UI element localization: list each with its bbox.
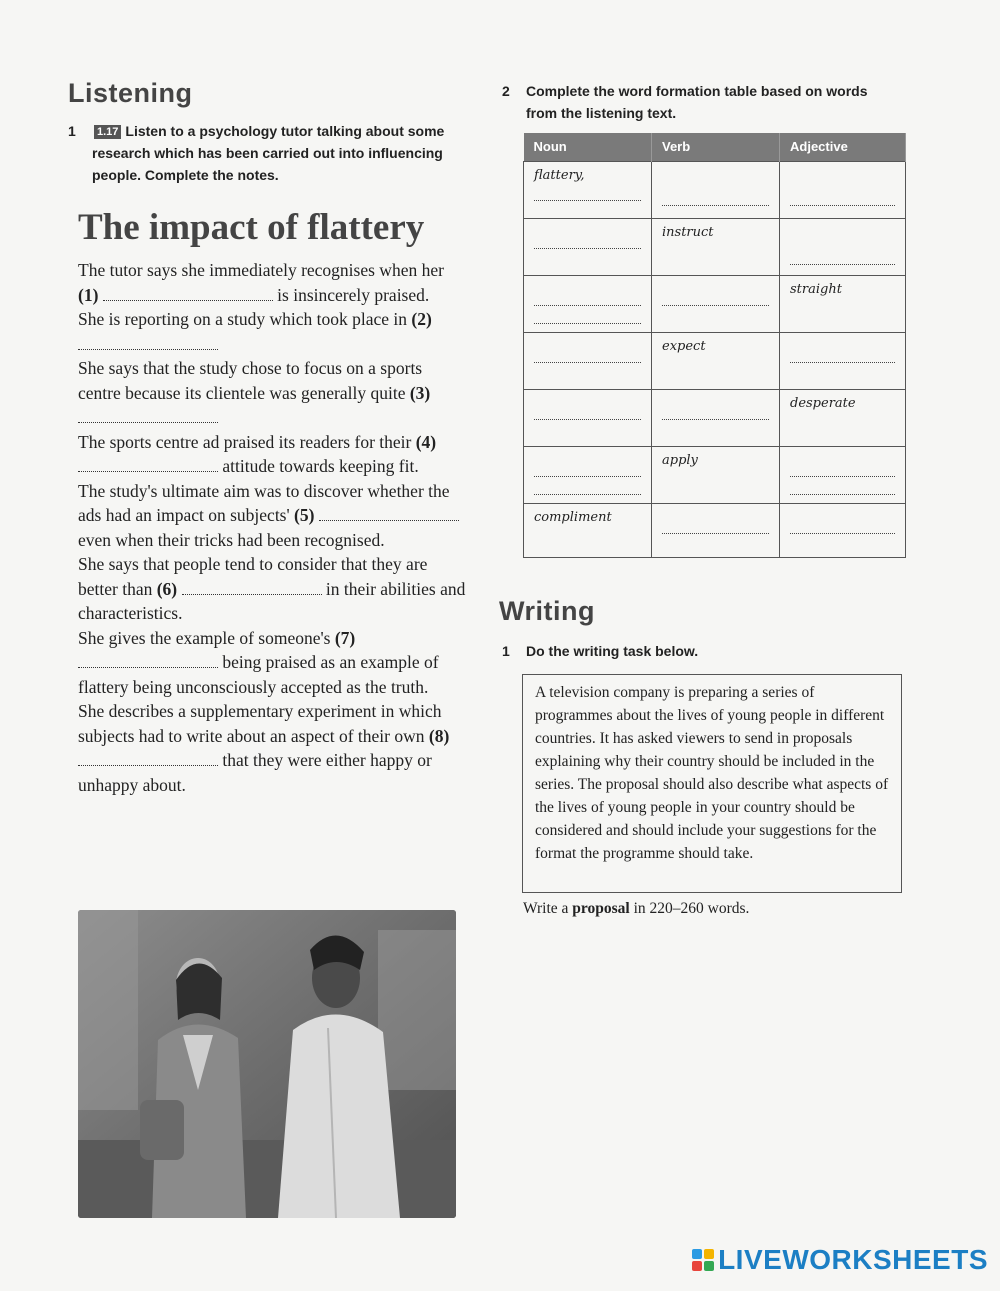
table-cell: apply — [652, 446, 780, 503]
answer-line[interactable] — [790, 467, 895, 477]
word-formation-table — [523, 133, 906, 558]
answer-line[interactable] — [790, 524, 895, 534]
instruction-text: Do the writing task below. — [526, 643, 699, 659]
answer-line[interactable] — [534, 485, 641, 495]
table-cell — [524, 218, 652, 275]
table-row — [524, 161, 906, 218]
table-cell — [780, 218, 906, 275]
table-cell: straight — [780, 275, 906, 332]
answer-line[interactable] — [662, 410, 769, 420]
answer-line[interactable] — [534, 467, 641, 477]
table-header-row — [524, 133, 906, 161]
table-cell — [780, 446, 906, 503]
photo-two-women-walking — [78, 910, 456, 1218]
logo-square — [692, 1249, 702, 1259]
listening-heading: Listening — [68, 78, 193, 108]
table-cell — [524, 275, 652, 332]
note-3: She says that the study chose to focus on a sports centre because its clientele was generally quite (3) — [78, 356, 468, 430]
table-cell: expect — [652, 332, 780, 389]
table-cell: compliment — [524, 503, 652, 557]
logo-square — [692, 1261, 702, 1271]
answer-blank-7[interactable] — [78, 654, 218, 668]
table-cell — [780, 161, 906, 218]
answer-line[interactable] — [534, 296, 641, 306]
table-cell — [780, 503, 906, 557]
note-1: The tutor says she immediately recognises when her (1) is insincerely praised. — [78, 260, 444, 305]
header-adjective: Adjective — [780, 133, 906, 161]
table-cell — [652, 503, 780, 557]
writing-heading: Writing — [499, 596, 595, 626]
table-row — [524, 218, 906, 275]
photo-illustration — [78, 910, 456, 1218]
answer-line[interactable] — [534, 410, 641, 420]
logo-square — [704, 1249, 714, 1259]
writing-task-box: A television company is preparing a series of programmes about the lives of young people in different countries. It has asked viewers to send in proposals explaining why their country should be included in the series. The proposal should also describe what aspects of the lives of young people in your country should be considered and should include your suggestions for the format the programme should take. — [522, 674, 902, 893]
table-row — [524, 503, 906, 557]
table-instruction — [502, 80, 902, 124]
note-2: She is reporting on a study which took place in (2) — [78, 307, 468, 356]
table-cell — [652, 389, 780, 446]
word-count-instruction: Write a proposal in 220–260 words. — [523, 900, 750, 917]
listening-instruction — [68, 120, 478, 186]
answer-line[interactable] — [790, 196, 895, 206]
table-cell — [652, 161, 780, 218]
answer-line[interactable] — [534, 353, 641, 363]
table-cell — [652, 275, 780, 332]
answer-blank-2[interactable] — [78, 336, 218, 350]
instruction-number: 1 — [68, 123, 76, 139]
table-cell — [524, 446, 652, 503]
liveworksheets-brand[interactable] — [692, 1244, 988, 1276]
note-7: She gives the example of someone's (7) being praised as an example of flattery being unconsciously accepted as the truth. — [78, 627, 439, 697]
table-cell — [780, 332, 906, 389]
note-5: The study's ultimate aim was to discover whether the ads had an impact on subjects' (5) even when their tricks had been recognised. — [78, 479, 468, 553]
table-row — [524, 389, 906, 446]
writing-instruction — [502, 640, 902, 662]
audio-track-badge[interactable]: 1.17 — [94, 125, 121, 139]
answer-line[interactable] — [790, 353, 895, 363]
answer-blank-5[interactable] — [319, 507, 459, 521]
header-noun: Noun — [524, 133, 652, 161]
answer-line[interactable] — [790, 485, 895, 495]
table-cell: flattery, — [524, 161, 652, 218]
answer-line[interactable] — [790, 255, 895, 265]
answer-line[interactable] — [534, 239, 641, 249]
answer-blank-6[interactable] — [182, 581, 322, 595]
liveworksheets-logo-icon — [692, 1249, 714, 1271]
table-row — [524, 446, 906, 503]
header-verb: Verb — [652, 133, 780, 161]
table-row — [524, 332, 906, 389]
answer-blank-8[interactable] — [78, 752, 218, 766]
notes-title: The impact of flattery — [78, 207, 425, 248]
instruction-number: 1 — [502, 643, 510, 659]
instruction-number: 2 — [502, 83, 510, 99]
table-row — [524, 275, 906, 332]
answer-blank-3[interactable] — [78, 409, 218, 423]
answer-blank-4[interactable] — [78, 458, 218, 472]
note-6: She says that people tend to consider that they are better than (6) in their abilities and characteristics. — [78, 554, 466, 623]
instruction-text: Listen to a psychology tutor talking about some research which has been carried out into influencing people. Complete the notes. — [92, 123, 445, 183]
answer-line[interactable] — [534, 314, 641, 324]
answer-line[interactable] — [662, 296, 769, 306]
answer-line[interactable] — [534, 191, 641, 201]
table-cell: desperate — [780, 389, 906, 446]
notes-list — [78, 258, 468, 797]
note-8: She describes a supplementary experiment in which subjects had to write about an aspect of their own (8) that they were either happy or unhappy about. — [78, 701, 450, 795]
table-cell: instruct — [652, 218, 780, 275]
logo-square — [704, 1261, 714, 1271]
answer-line[interactable] — [662, 196, 769, 206]
brand-name: LIVEWORKSHEETS — [718, 1244, 988, 1275]
instruction-text: Complete the word formation table based on words from the listening text. — [526, 83, 868, 121]
answer-line[interactable] — [662, 524, 769, 534]
table-cell — [524, 332, 652, 389]
note-4: The sports centre ad praised its readers for their (4) attitude towards keeping fit. — [78, 431, 437, 476]
table-cell — [524, 389, 652, 446]
answer-blank-1[interactable] — [103, 287, 273, 301]
